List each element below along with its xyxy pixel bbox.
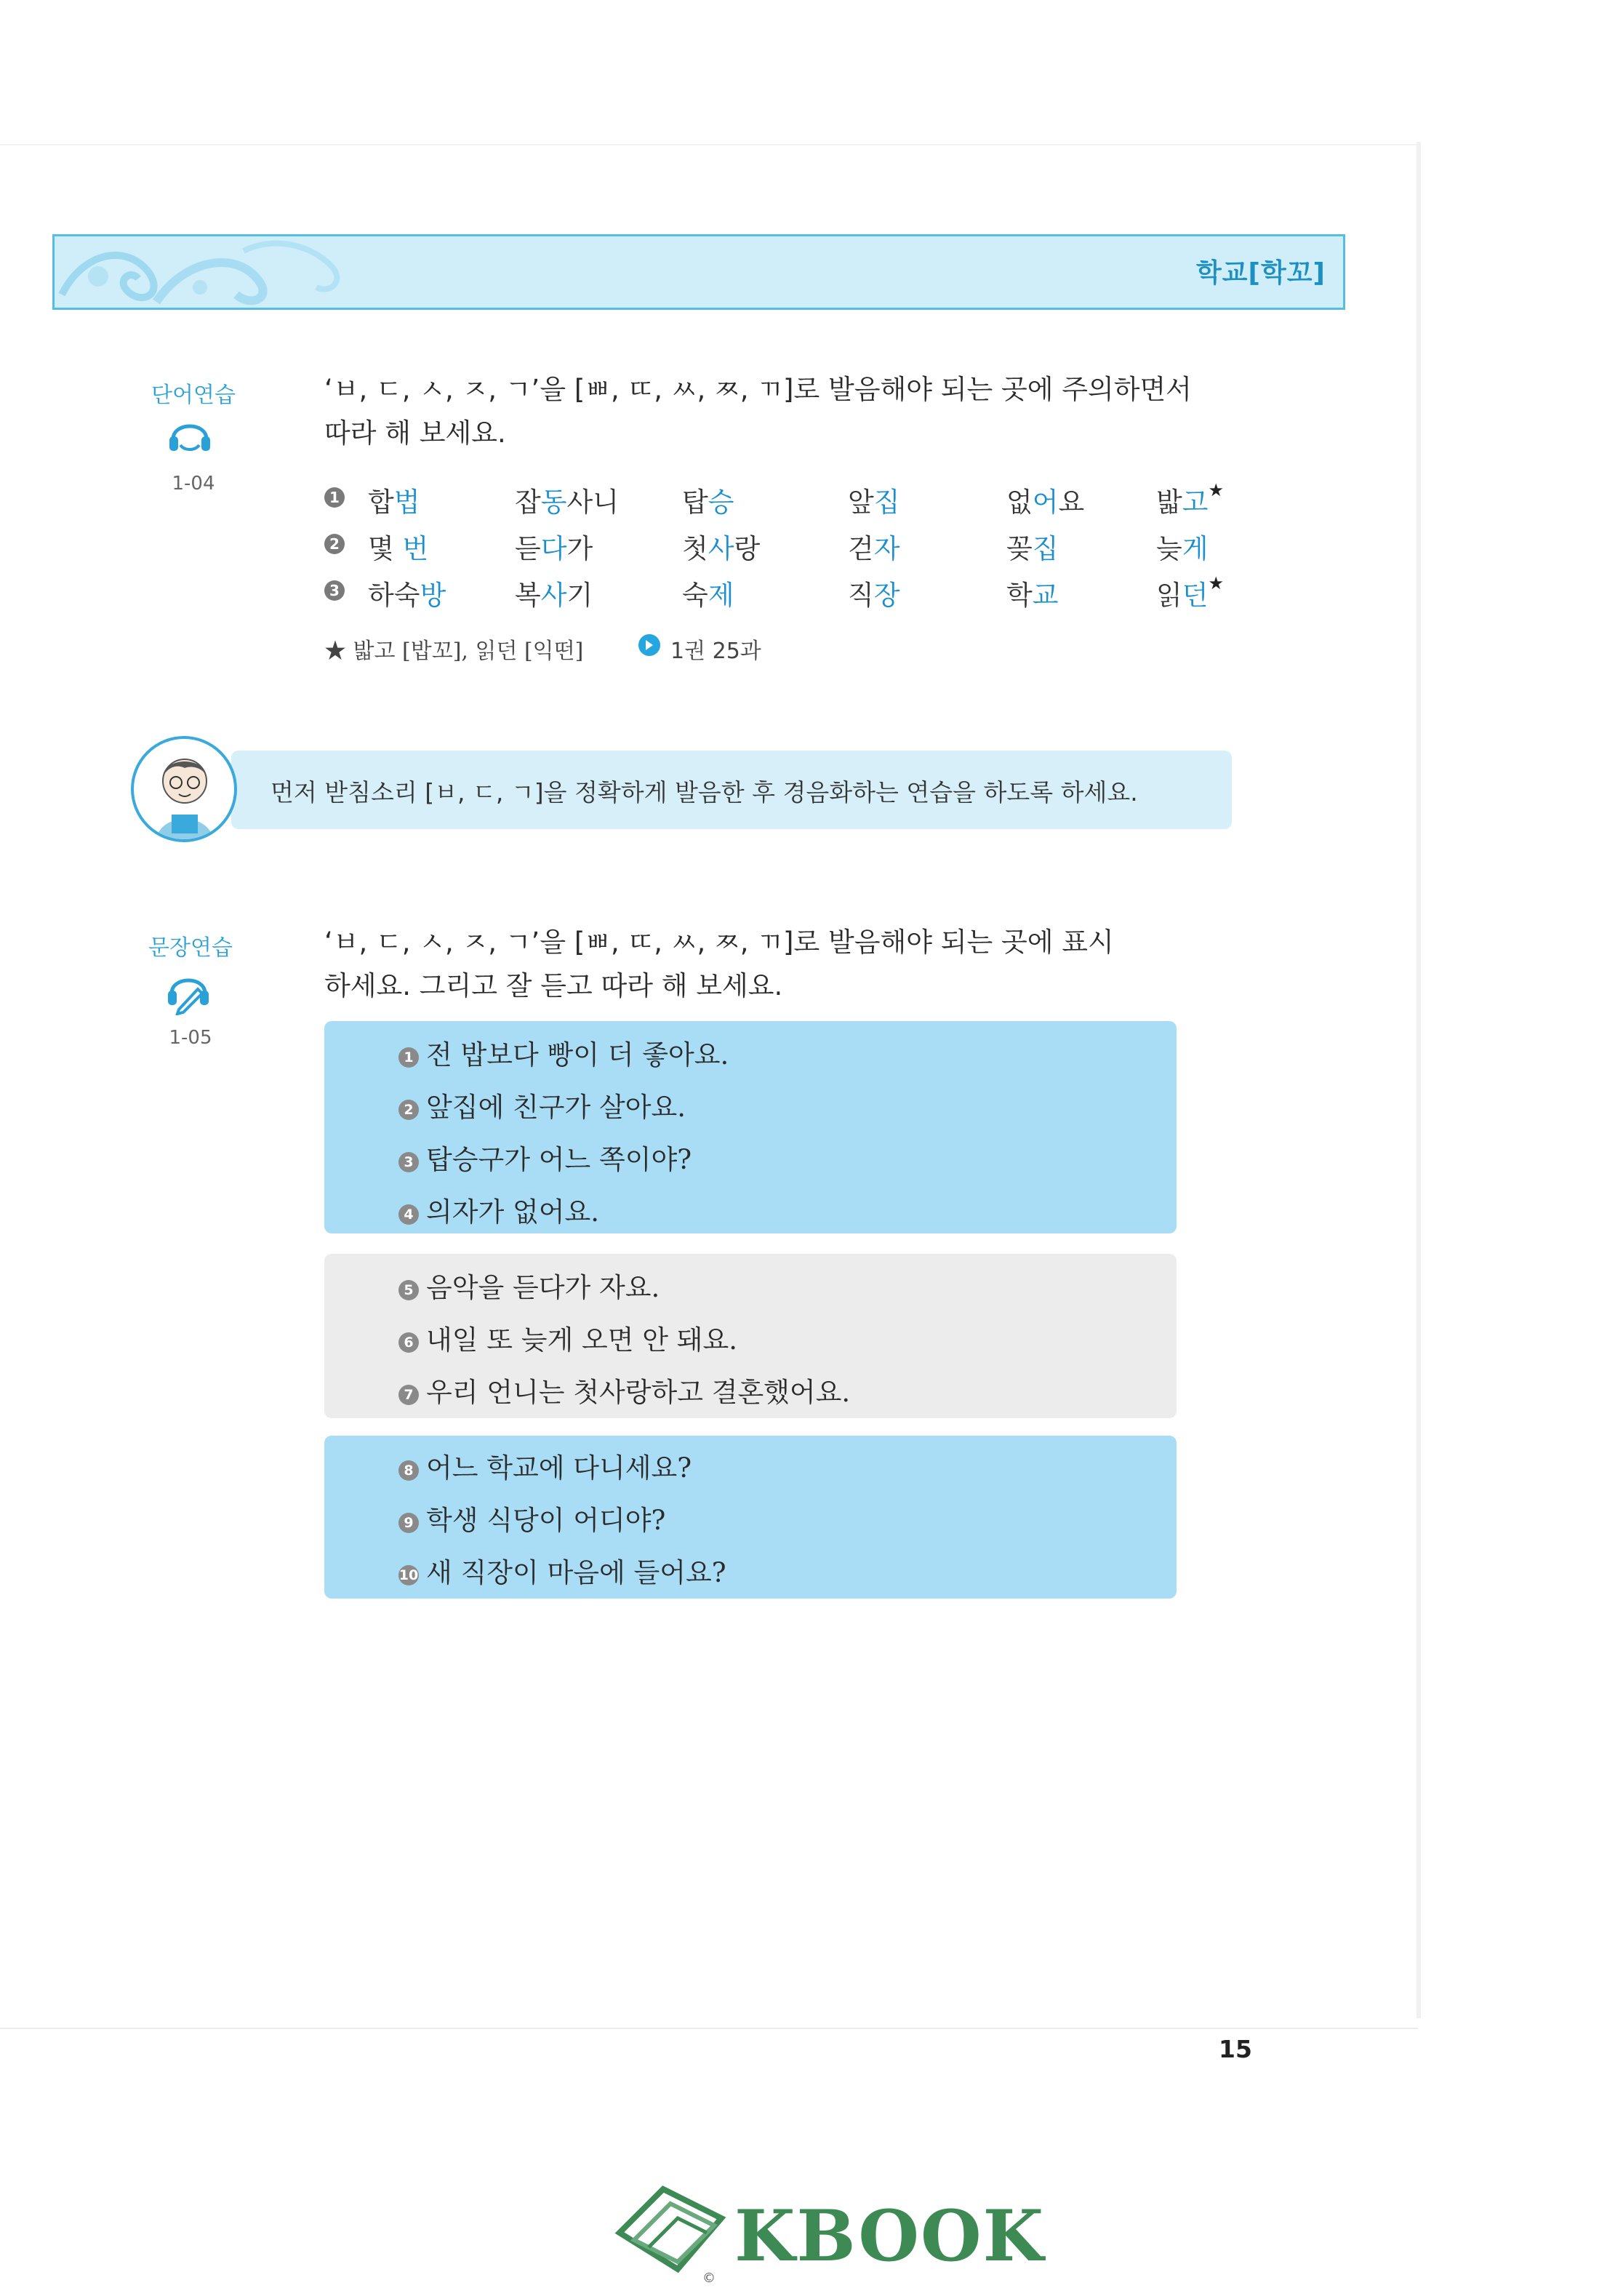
sentence-instruction [324, 921, 1114, 1008]
word-item: 합법 [368, 487, 420, 518]
sentence-item: 3 탑승구가 어느 쪽이야? [398, 1137, 692, 1177]
arrow-circle-icon [638, 634, 660, 656]
book-reference: 1권 25과 [670, 639, 761, 664]
word-item: 하숙방 [368, 580, 446, 611]
page-top-line [0, 144, 1416, 145]
word-item: 직장 [848, 580, 900, 611]
sentence-practice-label: 문장연습 [148, 935, 233, 961]
page-edge-shadow [1416, 142, 1421, 2018]
word-item: 밟고★ [1156, 480, 1225, 518]
word-instruction [324, 368, 1192, 455]
word-item: 읽던★ [1156, 573, 1225, 611]
star-mark: ★ [1208, 573, 1225, 593]
instruction-line: ‘ㅂ, ㄷ, ㅅ, ㅈ, ㄱ’을 [ㅃ, ㄸ, ㅆ, ㅉ, ㄲ]로 발음해야 되는 곳에 주의하면서 [324, 374, 1192, 405]
tip-text: 먼저 받침소리 [ㅂ, ㄷ, ㄱ]을 정확하게 발음한 후 경음화하는 연습을 하도록 하세요. [270, 778, 1138, 807]
row-number: 1 [324, 487, 345, 508]
instruction-line: 따라 해 보세요. [324, 417, 506, 449]
book-logo-icon [605, 2175, 736, 2284]
word-item: 걷자 [848, 533, 900, 564]
sentence-item: 8 어느 학교에 다니세요? [398, 1446, 692, 1485]
instruction-line: 하세요. 그리고 잘 듣고 따라 해 보세요. [324, 970, 783, 1001]
teacher-avatar-icon [131, 736, 237, 842]
word-item: 꽂집 [1006, 533, 1059, 564]
sentence-item: 2 앞집에 친구가 살아요. [398, 1085, 686, 1124]
footer-divider [0, 2028, 1418, 2029]
star-mark: ★ [1208, 480, 1225, 500]
word-item: 첫사랑 [682, 533, 761, 564]
word-item: 몇 번 [368, 533, 429, 564]
word-item: 잡동사니 [515, 487, 619, 518]
instruction-line: ‘ㅂ, ㄷ, ㅅ, ㅈ, ㄱ’을 [ㅃ, ㄸ, ㅆ, ㅉ, ㄲ]로 발음해야 되는 곳에 표시 [324, 927, 1114, 958]
word-item: 늦게 [1156, 533, 1209, 564]
word-item: 복사기 [515, 580, 593, 611]
kbook-logo: KBOOK [734, 2195, 1046, 2277]
row-number: 3 [324, 580, 345, 601]
page-number: 15 [1219, 2035, 1252, 2063]
word-item: 앞집 [848, 487, 900, 518]
word-item: 듣다가 [515, 533, 593, 564]
headphones-icon [166, 413, 214, 461]
ornament-swirl-icon [55, 236, 360, 310]
header-title: 학교[학꼬] [1195, 258, 1326, 288]
track-code: 1-05 [169, 1027, 212, 1049]
headphones-pencil-icon [164, 967, 212, 1015]
copyright-mark: © [702, 2271, 716, 2286]
sentence-item: 9 학생 식당이 어디야? [398, 1498, 665, 1537]
sentence-item: 1 전 밥보다 빵이 더 좋아요. [398, 1033, 729, 1072]
header-banner [52, 234, 1345, 310]
sentence-item: 7 우리 언니는 첫사랑하고 결혼했어요. [398, 1370, 850, 1409]
row-number: 2 [324, 534, 345, 554]
word-item: 탑승 [682, 487, 734, 518]
word-item: 학교 [1006, 580, 1059, 611]
sentence-item: 5 음악을 듣다가 자요. [398, 1265, 660, 1305]
sentence-item: 10 새 직장이 마음에 들어요? [398, 1557, 726, 1588]
track-code: 1-04 [172, 473, 215, 495]
pronunciation-note: ★ 밟고 [밥꼬], 읽던 [익떤] [324, 639, 584, 664]
word-practice-label: 단어연습 [151, 383, 236, 408]
sentence-item: 4 의자가 없어요. [398, 1190, 599, 1229]
sentence-item: 6 내일 또 늦게 오면 안 돼요. [398, 1318, 737, 1357]
word-item: 없어요 [1006, 487, 1085, 518]
word-item: 숙제 [682, 580, 734, 611]
